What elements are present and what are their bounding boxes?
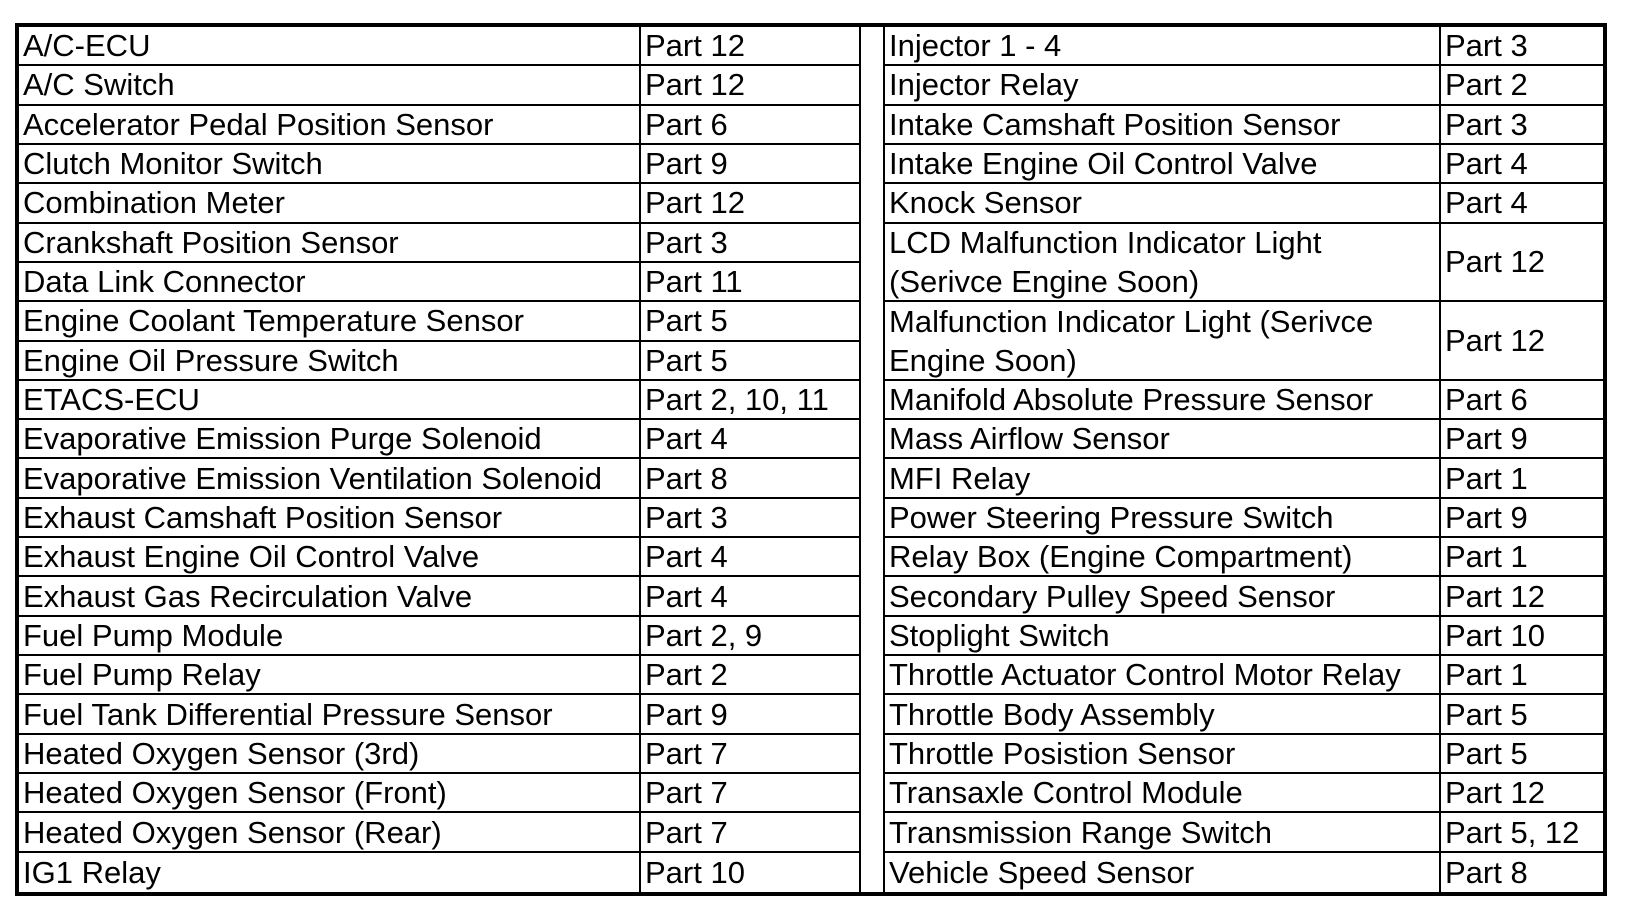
component-name: Relay Box (Engine Compartment) (885, 538, 1441, 575)
table-row (19, 617, 859, 656)
part-reference: Part 12 (1445, 323, 1545, 359)
component-name: Injector Relay (885, 66, 1441, 103)
component-name: Engine Oil Pressure Switch (19, 342, 641, 379)
part-reference: Part 1 (1445, 657, 1528, 693)
table-row (885, 695, 1603, 734)
component-name: Fuel Tank Differential Pressure Sensor (19, 695, 641, 732)
table-row (885, 617, 1603, 656)
table-row (19, 499, 859, 538)
part-reference: Part 4 (1445, 185, 1528, 221)
table-row (19, 656, 859, 695)
table-row (19, 302, 859, 341)
component-name: Data Link Connector (19, 263, 641, 300)
table-row (885, 656, 1603, 695)
part-reference: Part 6 (645, 106, 728, 142)
component-name: Evaporative Emission Purge Solenoid (19, 420, 641, 457)
component-name: Manifold Absolute Pressure Sensor (885, 381, 1441, 418)
part-reference: Part 2 (1445, 67, 1528, 103)
component-name: Crankshaft Position Sensor (19, 224, 641, 261)
part-reference: Part 4 (645, 421, 728, 457)
table-row (19, 27, 859, 66)
component-name: IG1 Relay (19, 853, 641, 892)
part-reference: Part 12 (1445, 578, 1545, 614)
component-name: Malfunction Indicator Light (Serivce Engine Soon) (885, 302, 1441, 379)
component-name: A/C Switch (19, 66, 641, 103)
table-row (19, 263, 859, 302)
table-row (19, 106, 859, 145)
table-row (19, 224, 859, 263)
column-divider (861, 27, 885, 892)
part-reference: Part 1 (1445, 539, 1528, 575)
part-reference: Part 3 (645, 224, 728, 260)
part-reference: Part 4 (645, 578, 728, 614)
table-row (19, 538, 859, 577)
part-reference: Part 3 (1445, 106, 1528, 142)
part-reference: Part 9 (645, 146, 728, 182)
component-name: Accelerator Pedal Position Sensor (19, 106, 641, 143)
table-row (885, 853, 1603, 892)
part-reference: Part 9 (1445, 499, 1528, 535)
component-name: Exhaust Camshaft Position Sensor (19, 499, 641, 536)
component-name: Clutch Monitor Switch (19, 145, 641, 182)
part-reference: Part 6 (1445, 382, 1528, 418)
table-row (885, 27, 1603, 66)
component-name: Transmission Range Switch (885, 813, 1441, 850)
component-name: ETACS-ECU (19, 381, 641, 418)
part-reference: Part 8 (1445, 854, 1528, 890)
part-reference: Part 7 (645, 735, 728, 771)
part-reference: Part 12 (1445, 244, 1545, 280)
table-row (885, 813, 1603, 852)
part-reference: Part 12 (645, 185, 745, 221)
part-reference: Part 7 (645, 814, 728, 850)
table-row (19, 853, 859, 892)
table-row (885, 184, 1603, 223)
part-reference: Part 3 (645, 499, 728, 535)
part-reference: Part 2, 9 (645, 617, 763, 653)
component-name: MFI Relay (885, 459, 1441, 496)
table-row (19, 66, 859, 105)
table-row (885, 499, 1603, 538)
component-name: Mass Airflow Sensor (885, 420, 1441, 457)
table-row (885, 224, 1603, 303)
table-row (885, 774, 1603, 813)
component-name: Evaporative Emission Ventilation Solenoid (19, 459, 641, 496)
component-name: Engine Coolant Temperature Sensor (19, 302, 641, 339)
part-reference: Part 10 (645, 854, 745, 890)
part-reference: Part 5 (645, 342, 728, 378)
table-row (885, 66, 1603, 105)
part-reference: Part 10 (1445, 617, 1545, 653)
component-name: Fuel Pump Relay (19, 656, 641, 693)
table-row (885, 302, 1603, 381)
table-row (885, 538, 1603, 577)
component-name: Throttle Body Assembly (885, 695, 1441, 732)
part-reference: Part 9 (1445, 421, 1528, 457)
component-name: Exhaust Gas Recirculation Valve (19, 577, 641, 614)
part-reference: Part 5, 12 (1445, 814, 1580, 850)
table-row (885, 145, 1603, 184)
part-reference: Part 8 (645, 460, 728, 496)
table-row (19, 184, 859, 223)
table-row (885, 459, 1603, 498)
component-name: Vehicle Speed Sensor (885, 853, 1441, 892)
component-name: Heated Oxygen Sensor (Rear) (19, 813, 641, 850)
component-name: Heated Oxygen Sensor (Front) (19, 774, 641, 811)
table-row (19, 459, 859, 498)
part-reference: Part 5 (645, 303, 728, 339)
part-reference: Part 4 (1445, 146, 1528, 182)
table-row (885, 106, 1603, 145)
table-row (885, 577, 1603, 616)
component-index-table (15, 23, 1607, 896)
table-row (885, 420, 1603, 459)
left-index-column (19, 27, 861, 892)
part-reference: Part 12 (645, 28, 745, 64)
table-row (19, 381, 859, 420)
component-name: Throttle Actuator Control Motor Relay (885, 656, 1441, 693)
table-row (19, 813, 859, 852)
part-reference: Part 12 (1445, 775, 1545, 811)
component-name: Transaxle Control Module (885, 774, 1441, 811)
component-name: Combination Meter (19, 184, 641, 221)
component-name: A/C-ECU (19, 27, 641, 64)
component-name: Stoplight Switch (885, 617, 1441, 654)
component-name: Exhaust Engine Oil Control Valve (19, 538, 641, 575)
component-name: Throttle Posistion Sensor (885, 735, 1441, 772)
table-row (19, 735, 859, 774)
part-reference: Part 12 (645, 67, 745, 103)
part-reference: Part 5 (1445, 696, 1528, 732)
part-reference: Part 9 (645, 696, 728, 732)
component-name: Secondary Pulley Speed Sensor (885, 577, 1441, 614)
table-row (19, 145, 859, 184)
part-reference: Part 3 (1445, 28, 1528, 64)
table-row (19, 420, 859, 459)
component-name: Power Steering Pressure Switch (885, 499, 1441, 536)
part-reference: Part 5 (1445, 735, 1528, 771)
component-name: LCD Malfunction Indicator Light (Serivce Engine Soon) (885, 224, 1441, 301)
right-index-column (885, 27, 1603, 892)
component-name: Injector 1 - 4 (885, 27, 1441, 64)
table-row (19, 577, 859, 616)
component-name: Intake Engine Oil Control Valve (885, 145, 1441, 182)
component-name: Knock Sensor (885, 184, 1441, 221)
part-reference: Part 1 (1445, 460, 1528, 496)
component-name: Fuel Pump Module (19, 617, 641, 654)
part-reference: Part 11 (645, 264, 743, 300)
part-reference: Part 4 (645, 539, 728, 575)
component-name: Intake Camshaft Position Sensor (885, 106, 1441, 143)
part-reference: Part 7 (645, 775, 728, 811)
component-name: Heated Oxygen Sensor (3rd) (19, 735, 641, 772)
table-row (19, 774, 859, 813)
part-reference: Part 2 (645, 657, 728, 693)
table-row (19, 342, 859, 381)
part-reference: Part 2, 10, 11 (645, 382, 829, 418)
table-row (885, 735, 1603, 774)
table-row (19, 695, 859, 734)
table-row (885, 381, 1603, 420)
